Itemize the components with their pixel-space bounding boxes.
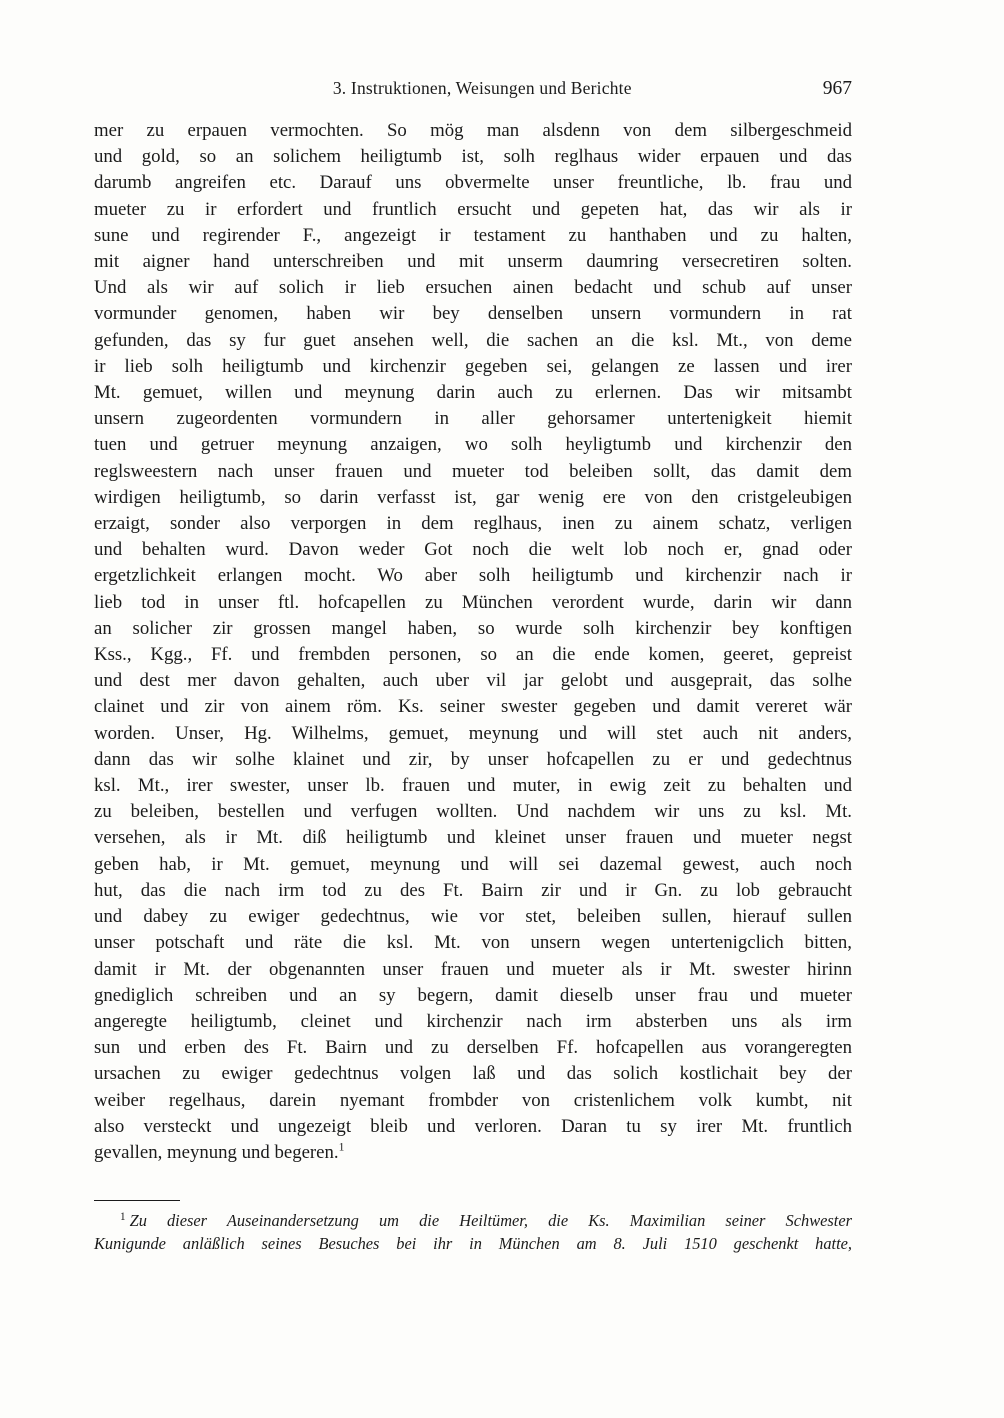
- footnote: [94, 1210, 852, 1255]
- text-line: also versteckt und ungezeigt bleib und verloren. Daran tu sy irer Mt. fruntlich: [94, 1115, 852, 1137]
- text-line: ir lieb solh heiligtumb und kirchenzir gegeben sei, gelangen ze lassen und irer: [94, 355, 852, 377]
- text-line: und dabey zu ewiger gedechtnus, wie vor stet, beleiben sullen, hierauf sullen: [94, 906, 852, 928]
- footnote-line: [94, 1210, 852, 1233]
- text-column: [94, 78, 852, 1255]
- section-title: 3. Instruktionen, Weisungen und Berichte: [332, 78, 632, 98]
- text-line: gefunden, das sy fur guet ansehen well, die sachen an die ksl. Mt., von deme: [94, 329, 852, 351]
- text-line: tuen und getruer meynung anzaigen, wo solh heyligtumb und kirchenzir den: [94, 434, 852, 456]
- footnote-separator-rule: [94, 1200, 180, 1201]
- paragraph: [94, 118, 852, 1140]
- footnote-line: Kunigunde anläßlich seines Besuches bei ihr in München am 8. Juli 1510 geschenkt hatte,: [94, 1233, 852, 1253]
- text-line: und dest mer davon gehalten, auch uber vil jar gelobt und ausgeprait, das solhe: [94, 670, 852, 692]
- footnote-text: Zu dieser Auseinandersetzung um die Heiltümer, die Ks. Maximilian seiner Schwester: [129, 1211, 852, 1231]
- text-line: unser potschaft und räte die ksl. Mt. von unsern wegen untertenigclich bitten,: [94, 932, 852, 954]
- text-line: mueter zu ir erfordert und fruntlich ersucht und gepeten hat, das wir als ir: [94, 198, 852, 220]
- footnote-block: [94, 1200, 852, 1255]
- footnote-reference: 1: [338, 1140, 345, 1154]
- text-line: darumb angreifen etc. Darauf uns obvermelte unser freuntliche, lb. frau und: [94, 172, 852, 194]
- text-line: mit aigner hand unterschreiben und mit unserm daumring versecretiren solten.: [94, 251, 852, 273]
- text-line: gnediglich schreiben und an sy begern, damit dieselb unser frau und mueter: [94, 984, 852, 1006]
- text-line: unsern zugeordenten vormundern in aller gehorsamer untertenigkeit hiemit: [94, 408, 852, 430]
- page-number: 967: [822, 78, 852, 99]
- text-line: versehen, als ir Mt. diß heiligtumb und kleinet unser frauen und mueter negst: [94, 827, 852, 849]
- text-line: Mt. gemuet, willen und meynung darin auch zu erlernen. Das wir mitsambt: [94, 382, 852, 404]
- text-line: und gold, so an solichem heiligtumb ist, solh reglhaus wider erpauen und das: [94, 146, 852, 168]
- text-line: worden. Unser, Hg. Wilhelms, gemuet, meynung und will stet auch nit anders,: [94, 722, 852, 744]
- text-line: sune und regirender F., angezeigt ir testament zu hanthaben und zu halten,: [94, 224, 852, 246]
- text-line: an solicher zir grossen mangel haben, so wurde solh kirchenzir bey konftigen: [94, 617, 852, 639]
- text-line: angeregte heiligtumb, cleinet und kirchenzir nach irm absterben uns als irm: [94, 1010, 852, 1032]
- text-line: reglsweestern nach unser frauen und mueter tod beleiben sollt, das damit dem: [94, 460, 852, 482]
- text-line: Und als wir auf solich ir lieb ersuchen ainen bedacht und schub auf unser: [94, 277, 852, 299]
- text-line: wirdigen heiligtumb, so darin verfasst ist, gar wenig ere von den cristgeleubigen: [94, 486, 852, 508]
- last-line-text: gevallen, meynung und begeren.: [94, 1141, 339, 1163]
- text-line: erzaigt, sonder also verporgen in dem reglhaus, inen zu ainem schatz, verligen: [94, 513, 852, 535]
- text-line: ursachen zu ewiger gedechtnus volgen laß und das solich kostlichait bey der: [94, 1063, 852, 1085]
- text-line: mer zu erpauen vermochten. So mög man alsdenn von dem silbergeschmeid: [94, 120, 852, 141]
- text-line: dann das wir solhe klainet und zir, by unser hofcapellen zu er und gedechtnus: [94, 748, 852, 770]
- footnote-marker: 1: [120, 1210, 126, 1223]
- text-line: sun und erben des Ft. Bairn und zu derselben Ff. hofcapellen aus vorangeregten: [94, 1037, 852, 1059]
- text-line: vormunder genomen, haben wir bey denselben unsern vormundern in rat: [94, 303, 852, 325]
- text-line: zu beleiben, bestellen und verfugen wollten. Und nachdem wir uns zu ksl. Mt.: [94, 801, 852, 823]
- text-line: ksl. Mt., irer swester, unser lb. frauen und muter, in ewig zeit zu behalten und: [94, 775, 852, 797]
- body-text: [94, 118, 852, 1166]
- text-line: und behalten wurd. Davon weder Got noch die welt lob noch er, gnad oder: [94, 539, 852, 561]
- text-line: ergetzlichkeit erlangen mocht. Wo aber solh heiligtumb und kirchenzir nach ir: [94, 565, 852, 587]
- text-line-last: [94, 1140, 852, 1166]
- running-head: [94, 78, 852, 100]
- text-line: weiber regelhaus, darein nyemant frombder von cristenlichem volk kumbt, nit: [94, 1089, 852, 1111]
- text-line: Kss., Kgg., Ff. und frembden personen, so an die ende komen, geeret, gepreist: [94, 644, 852, 666]
- text-line: hut, das die nach irm tod zu des Ft. Bairn zir und ir Gn. zu lob gebraucht: [94, 879, 852, 901]
- text-line: lieb tod in unser ftl. hofcapellen zu München verordent wurde, darin wir dann: [94, 591, 852, 613]
- text-line: damit ir Mt. der obgenannten unser frauen und mueter als ir Mt. swester hirinn: [94, 958, 852, 980]
- text-line: clainet und zir von ainem röm. Ks. seiner swester gegeben und damit vereret wär: [94, 696, 852, 718]
- text-line: geben hab, ir Mt. gemuet, meynung und will sei dazemal gewest, auch noch: [94, 853, 852, 875]
